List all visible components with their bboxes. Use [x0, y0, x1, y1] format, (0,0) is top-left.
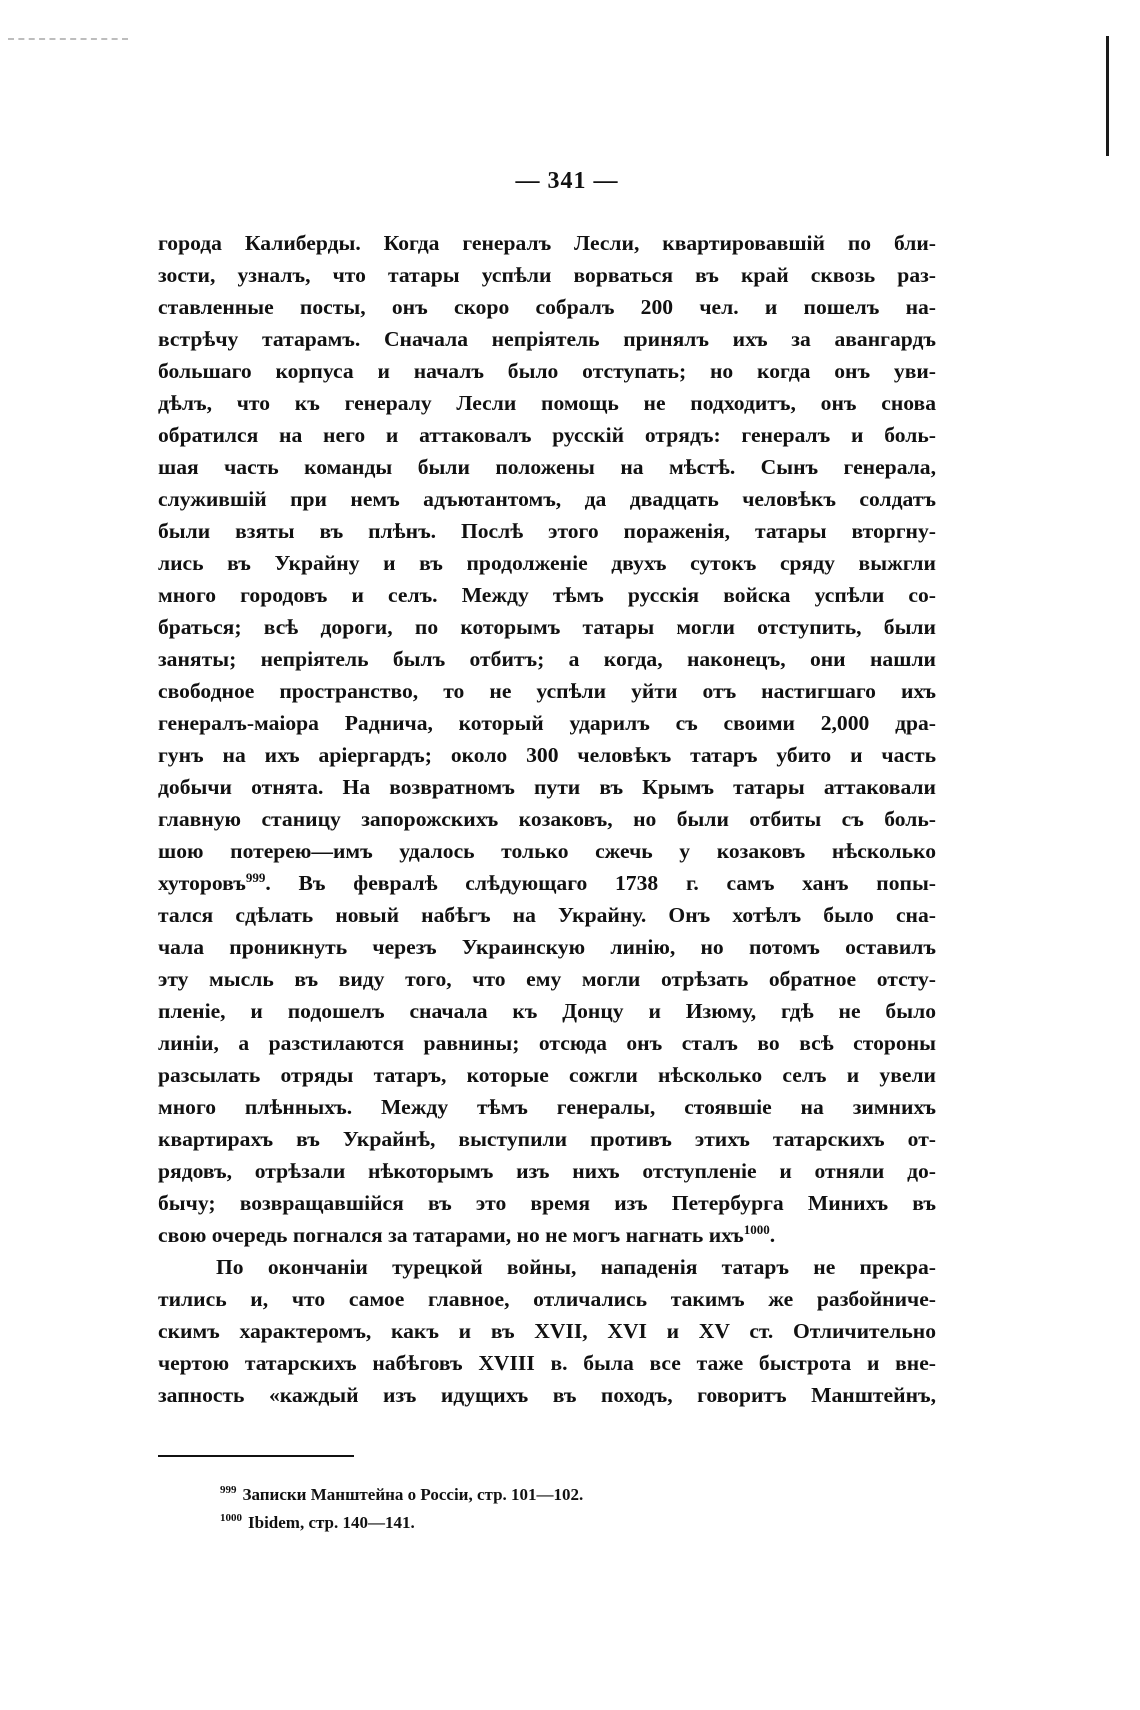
text-line: чала проникнуть черезъ Украинскую линію, но потомъ оставилъ — [158, 935, 936, 959]
paragraph-2 — [158, 1251, 936, 1411]
text-line: свободное пространство, то не успѣли уйти отъ настигшаго ихъ — [158, 679, 936, 703]
text-line: гунъ на ихъ аріергардъ; около 300 человѣкъ татаръ убито и часть — [158, 743, 936, 767]
text-line: свою очередь погнался за татарами, но не могъ нагнать ихъ$^{1000}$. — [158, 1222, 776, 1247]
text-line: чертою татарскихъ набѣговъ XVIII в. была все таже быстрота и вне- — [158, 1351, 936, 1375]
footnote-text: Ibidem, стр. 140—141. — [248, 1513, 415, 1532]
text-line: были взяты въ плѣнъ. Послѣ этого пораженія, татары вторгну- — [158, 519, 936, 543]
text-line: линіи, а разстилаются равнины; отсюда онъ сталъ во всѣ стороны — [158, 1031, 936, 1055]
text-line: ставленные посты, онъ скоро собралъ 200 чел. и пошелъ на- — [158, 295, 936, 319]
footnote-ref-999: 999 — [245, 870, 266, 885]
text-line: много городовъ и селъ. Между тѣмъ русскія войска успѣли со- — [158, 583, 936, 607]
scan-right-edge-line — [1106, 36, 1109, 156]
text-line: много плѣнныхъ. Между тѣмъ генералы, стоявшіе на зимнихъ — [158, 1095, 936, 1119]
text-line: дѣлъ, что къ генералу Лесли помощь не подходитъ, онъ снова — [158, 391, 936, 415]
text-line: главную станицу запорожскихъ козаковъ, но были отбиты съ боль- — [158, 807, 936, 831]
text-line: генералъ-маіора Раднича, который ударилъ съ своими 2,000 дра- — [158, 711, 936, 735]
text-line: большаго корпуса и началъ было отступать; но когда онъ уви- — [158, 359, 936, 383]
page-number: — 341 — — [515, 168, 619, 194]
text-line: скимъ характеромъ, какъ и въ XVII, XVI и XV ст. Отличительно — [158, 1319, 936, 1343]
footnote-999 — [220, 1481, 936, 1509]
text-line: тились и, что самое главное, отличались такимъ же разбойниче- — [158, 1287, 936, 1311]
text-line: тался сдѣлать новый набѣгъ на Украйну. Онъ хотѣлъ было сна- — [158, 903, 936, 927]
footnote-divider — [158, 1455, 354, 1457]
footnote-ref-1000: 1000 — [743, 1222, 770, 1237]
text-line: заняты; непріятель былъ отбитъ; а когда, наконецъ, они нашли — [158, 647, 936, 671]
book-page — [158, 168, 936, 1537]
text-line: запность «каждый изъ идущихъ въ походъ, говоритъ Манштейнъ, — [158, 1383, 936, 1407]
text-line: шая часть команды были положены на мѣстѣ. Сынъ генерала, — [158, 455, 936, 479]
paragraph-1 — [158, 227, 936, 1251]
text-line: служившій при немъ адъютантомъ, да двадцать человѣкъ солдатъ — [158, 487, 936, 511]
text-line: По окончаніи турецкой войны, нападенія татаръ не прекра- — [216, 1255, 936, 1279]
text-line: хуторовъ$^{999}$. Въ февралѣ слѣдующаго 1738 г. самъ ханъ попы- — [158, 870, 936, 895]
text-line: квартирахъ въ Украйнѣ, выступили противъ этихъ татарскихъ от- — [158, 1127, 936, 1151]
text-line: эту мысль въ виду того, что ему могли отрѣзать обратное отсту- — [158, 967, 936, 991]
text-line: бычу; возвращавшійся въ это время изъ Петербурга Минихъ въ — [158, 1191, 936, 1215]
text-line: шою потерею—имъ удалось только сжечь у козаковъ нѣсколько — [158, 839, 936, 863]
text-line: пленіе, и подошелъ сначала къ Донцу и Изюму, гдѣ не было — [158, 999, 936, 1023]
footnote-marker: 999 — [220, 1484, 237, 1496]
text-line: добычи отнята. На возвратномъ пути въ Крымъ татары аттаковали — [158, 775, 936, 799]
text-line: обратился на него и аттаковалъ русскій отрядъ: генералъ и боль- — [158, 423, 936, 447]
footnote-marker: 1000 — [220, 1512, 242, 1524]
footnote-text: Записки Манштейна о Россіи, стр. 101—102. — [242, 1485, 584, 1504]
text-line: разсылать отряды татаръ, которые сожгли нѣсколько селъ и увели — [158, 1063, 936, 1087]
footnotes — [158, 1481, 936, 1537]
text-line: встрѣчу татарамъ. Сначала непріятель принялъ ихъ за авангардъ — [158, 327, 936, 351]
scan-edge-mark — [8, 38, 128, 42]
text-line: города Калиберды. Когда генералъ Лесли, квартировавшій по бли- — [158, 231, 936, 255]
text-line: браться; всѣ дороги, по которымъ татары могли отступить, были — [158, 615, 936, 639]
footnote-1000 — [220, 1509, 936, 1537]
text-line: зости, узналъ, что татары успѣли ворваться въ край сквозь раз- — [158, 263, 936, 287]
text-line: лись въ Украйну и въ продолженіе двухъ сутокъ сряду выжгли — [158, 551, 936, 575]
text-line: рядовъ, отрѣзали нѣкоторымъ изъ нихъ отступленіе и отняли до- — [158, 1159, 936, 1183]
body-text — [158, 227, 936, 1411]
